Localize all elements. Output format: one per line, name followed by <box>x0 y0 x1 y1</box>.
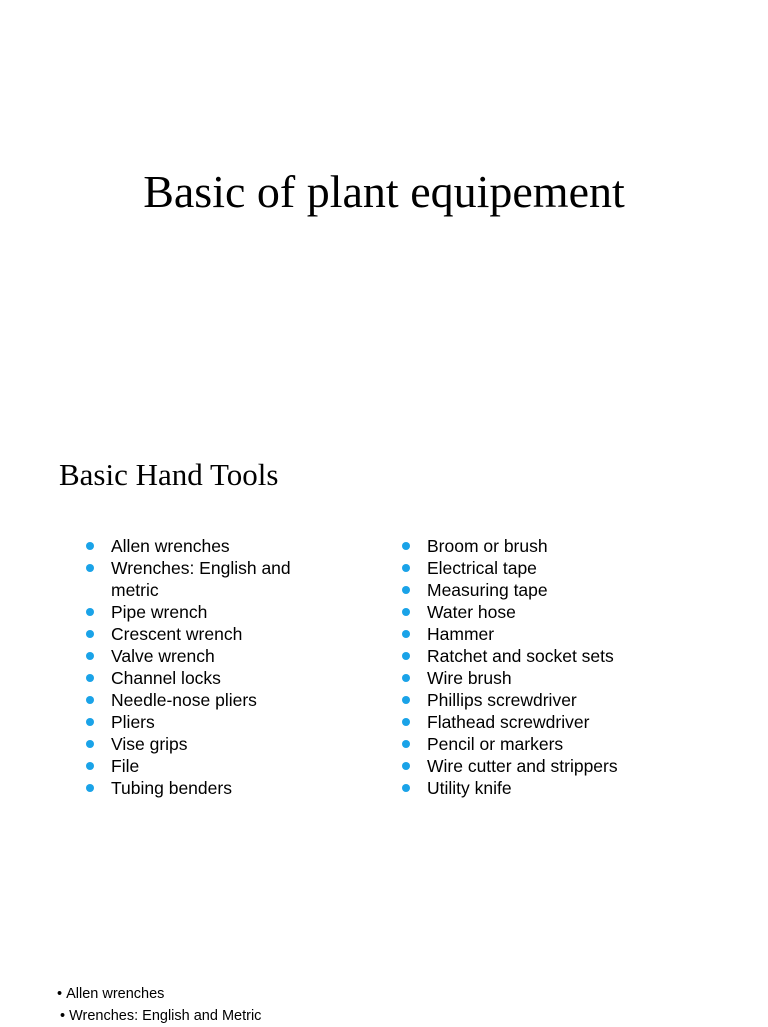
list-item: Flathead screwdriver <box>402 711 662 733</box>
list-item: Vise grips <box>86 733 316 755</box>
list-item: Ratchet and socket sets <box>402 645 662 667</box>
list-item: Electrical tape <box>402 557 662 579</box>
list-item: • Allen wrenches <box>57 986 165 1002</box>
bullet-dot-icon <box>402 674 410 682</box>
slide-title: Basic of plant equipement <box>143 166 625 217</box>
bullet-icon: • <box>57 986 63 1002</box>
list-item: Hammer <box>402 623 662 645</box>
list-item: Pipe wrench <box>86 601 316 623</box>
bullet-dot-icon <box>402 652 410 660</box>
list-item: Wire cutter and strippers <box>402 755 662 777</box>
bullet-dot-icon <box>86 740 94 748</box>
bullet-dot-icon <box>402 740 410 748</box>
bullet-dot-icon <box>86 542 94 550</box>
bullet-dot-icon <box>86 696 94 704</box>
tools-list-right <box>402 535 662 799</box>
bullet-dot-icon <box>402 564 410 572</box>
list-item: File <box>86 755 316 777</box>
bullet-dot-icon <box>86 630 94 638</box>
bullet-dot-icon <box>402 696 410 704</box>
list-item: • Wrenches: English and Metric <box>60 1008 262 1024</box>
bullet-dot-icon <box>402 608 410 616</box>
list-item: Allen wrenches <box>86 535 316 557</box>
list-item: Needle-nose pliers <box>86 689 316 711</box>
bullet-dot-icon <box>86 652 94 660</box>
list-item: Wire brush <box>402 667 662 689</box>
list-item: Crescent wrench <box>86 623 316 645</box>
list-item: Water hose <box>402 601 662 623</box>
notes-list <box>57 983 261 1027</box>
list-item: Phillips screwdriver <box>402 689 662 711</box>
bullet-dot-icon <box>402 630 410 638</box>
list-item: Pliers <box>86 711 316 733</box>
bullet-dot-icon <box>86 784 94 792</box>
bullet-dot-icon <box>86 718 94 726</box>
list-item: Pencil or markers <box>402 733 662 755</box>
list-item: Channel locks <box>86 667 316 689</box>
bullet-dot-icon <box>86 674 94 682</box>
list-item: Measuring tape <box>402 579 662 601</box>
tools-list-left <box>86 535 316 799</box>
bullet-dot-icon <box>402 586 410 594</box>
bullet-dot-icon <box>86 564 94 572</box>
list-item: Broom or brush <box>402 535 662 557</box>
bullet-icon: • <box>60 1008 66 1024</box>
bullet-dot-icon <box>86 762 94 770</box>
bullet-dot-icon <box>402 762 410 770</box>
list-item: Valve wrench <box>86 645 316 667</box>
list-item: Utility knife <box>402 777 662 799</box>
list-item: Wrenches: English and metric <box>86 557 316 601</box>
bullet-dot-icon <box>402 718 410 726</box>
section-heading: Basic Hand Tools <box>59 457 279 492</box>
bullet-dot-icon <box>86 608 94 616</box>
bullet-dot-icon <box>402 784 410 792</box>
bullet-dot-icon <box>402 542 410 550</box>
list-item: Tubing benders <box>86 777 316 799</box>
